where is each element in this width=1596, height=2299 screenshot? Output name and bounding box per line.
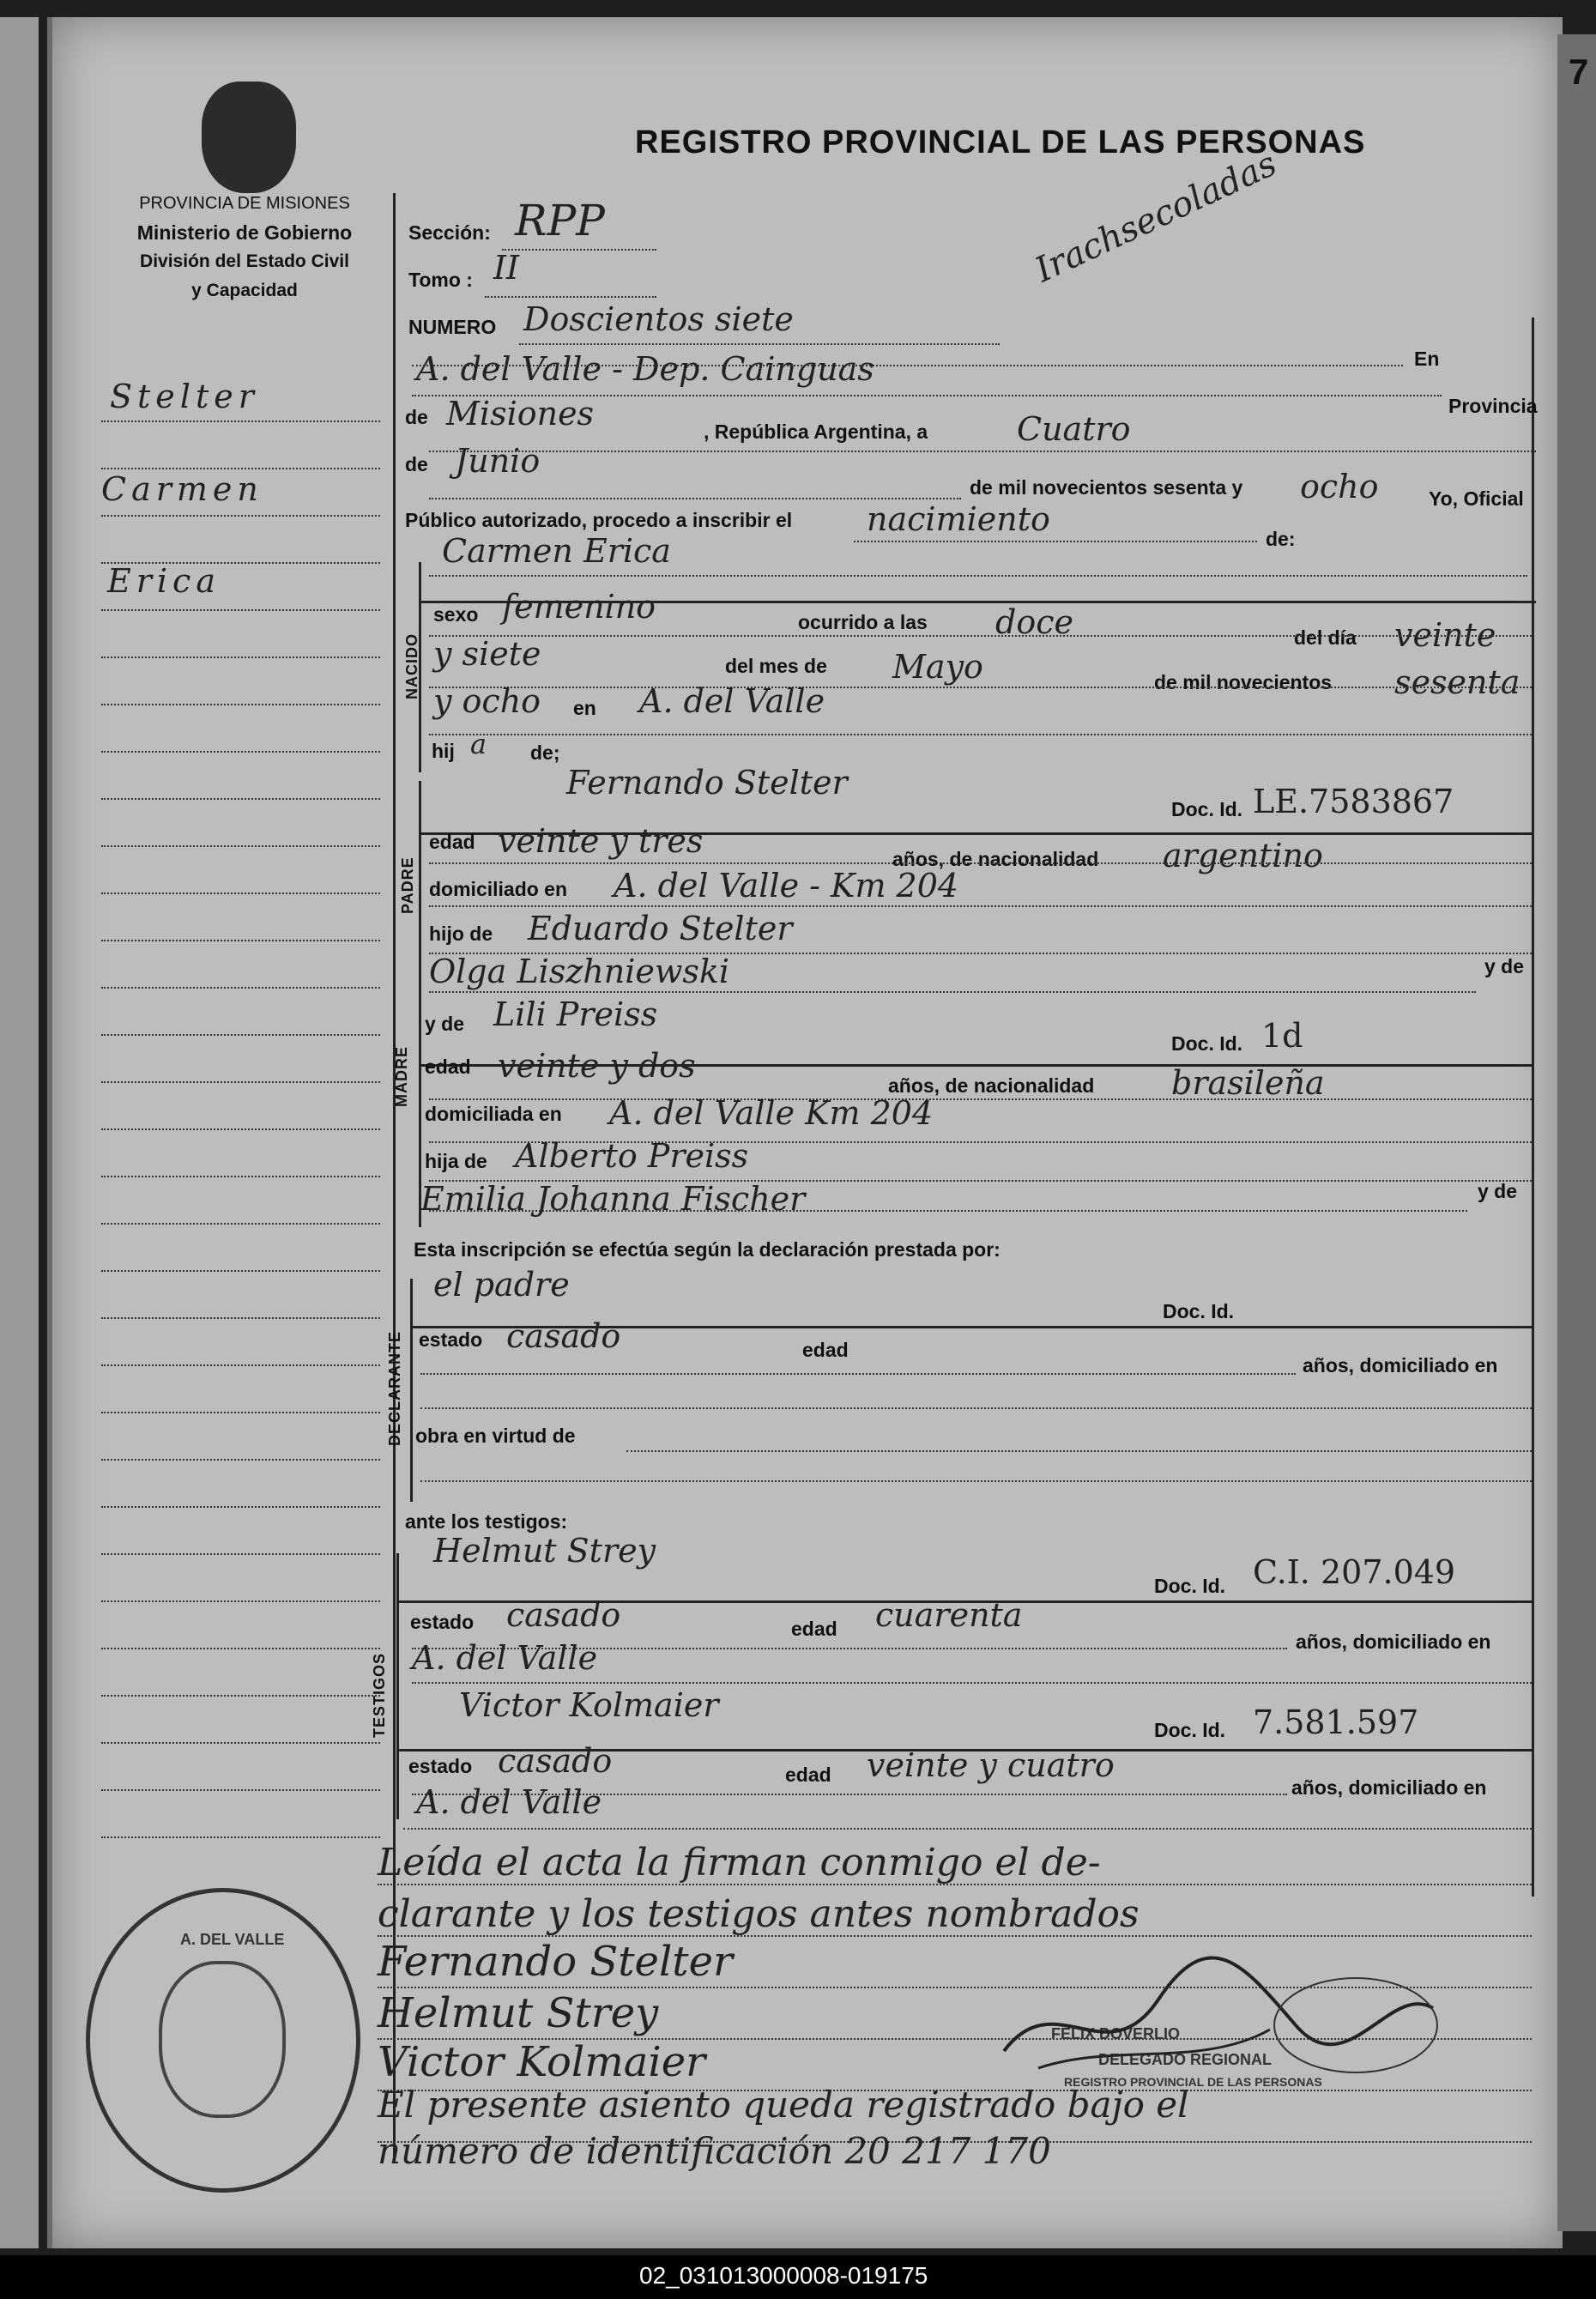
padre-nac-label: años, de nacionalidad (892, 848, 1099, 870)
madre-dom-value: A. del Valle Km 204 (609, 1094, 934, 1132)
testigo2-doc-label: Doc. Id. (1154, 1719, 1226, 1741)
closing-line-2: clarante y los testigos antes nombrados (378, 1892, 1140, 1936)
signature-testigo-1: Helmut Strey (378, 1989, 659, 2037)
hora-value: doce (995, 603, 1073, 641)
side-line (101, 751, 380, 753)
declarante-estado-value: casado (506, 1317, 621, 1355)
declarante-value: el padre (433, 1266, 570, 1304)
line (626, 1450, 1532, 1452)
section-bracket (396, 1553, 399, 1819)
side-line (101, 1695, 380, 1697)
madre-hija-de-label: hija de (425, 1150, 487, 1172)
testigo1-doc-value: C.I. 207.049 (1253, 1553, 1456, 1591)
de-semicolon-label: de; (530, 741, 560, 764)
padre-y-de-label: y de (1484, 955, 1525, 977)
line (429, 575, 1527, 577)
testigo1-value: Helmut Strey (433, 1532, 656, 1570)
mes-nac-value: Mayo (892, 648, 983, 686)
seal-emblem-icon (159, 1961, 286, 2118)
madre-edad-value: veinte y dos (498, 1047, 696, 1085)
madre-hija-de-value-2: Emilia Johanna Fischer (420, 1180, 806, 1218)
side-line (101, 1600, 380, 1602)
side-line (101, 1128, 380, 1130)
official-signature-icon (987, 1948, 1450, 2085)
hij-value: a (470, 728, 487, 760)
testigos-section-label: TESTIGOS (371, 1652, 388, 1738)
left-page-edge (0, 17, 39, 2248)
acto-value: nacimiento (867, 500, 1050, 538)
footer-bar (0, 2255, 1596, 2299)
line (429, 498, 961, 499)
seal-text: A. DEL VALLE (180, 1931, 285, 1948)
ocurrido-label: ocurrido a las (798, 611, 928, 633)
dia-nac-value-2: y siete (433, 635, 541, 673)
side-line (101, 987, 380, 989)
closing-line-1: Leída el acta la firman conmigo el de- (378, 1841, 1101, 1885)
padre-hijo-de-value-1: Eduardo Stelter (528, 910, 793, 947)
line (412, 1682, 1532, 1684)
declarante-section-label: DECLARANTE (386, 1331, 403, 1446)
closing-note-2: número de identificación 20 217 170 (378, 2130, 1051, 2172)
signature-declarante: Fernando Stelter (378, 1938, 733, 1986)
madre-nac-label: años, de nacionalidad (888, 1074, 1095, 1097)
issuing-authority (86, 189, 403, 306)
de-mil-label: de mil novecientos (1154, 671, 1333, 693)
official-title: DELEGADO REGIONAL (1098, 2051, 1273, 2068)
dia-nac-value: veinte (1394, 616, 1496, 654)
side-line (101, 1553, 380, 1555)
seccion-label: Sección: (408, 221, 491, 244)
side-line (101, 704, 380, 705)
en-label: En (1414, 348, 1440, 370)
side-line (101, 1317, 380, 1319)
padre-section-label: PADRE (399, 856, 416, 914)
madre-edad-label: edad (425, 1056, 471, 1078)
right-border (1532, 318, 1534, 1897)
side-line (101, 562, 380, 564)
testigo2-value: Victor Kolmaier (459, 1686, 719, 1724)
side-line (101, 1176, 380, 1177)
official-office: REGISTRO PROVINCIAL DE LAS PERSONAS (1064, 2075, 1322, 2089)
dia-value: Cuatro (1017, 410, 1131, 448)
section-bracket (419, 781, 421, 1021)
document-id: 02_031013000008-019175 (639, 2262, 928, 2289)
ante-testigos-label: ante los testigos: (405, 1510, 568, 1533)
anio-nac-value-2: y ocho (433, 682, 541, 720)
de-label: de (405, 406, 428, 428)
declarante-dom-label: años, domiciliado en (1303, 1354, 1498, 1376)
side-line (101, 892, 380, 894)
ministry-name: Ministerio de Gobierno (136, 221, 353, 244)
padre-doc-label: Doc. Id. (1171, 798, 1243, 820)
padre-doc-value: LE.7583867 (1253, 783, 1454, 820)
division-name: División del Estado Civil (140, 251, 349, 271)
del-dia-label: del día (1294, 626, 1357, 649)
line (429, 862, 1532, 864)
line (485, 296, 656, 298)
nacido-section-label: NACIDO (403, 633, 420, 699)
side-line (101, 656, 380, 658)
testigo2-dom-label: años, domiciliado en (1291, 1776, 1487, 1799)
side-line (101, 1742, 380, 1744)
side-line (101, 1223, 380, 1225)
line (403, 1828, 1532, 1830)
del-mes-label: del mes de (725, 655, 827, 677)
padre-hijo-de-value-2: Olga Liszhniewski (429, 953, 730, 990)
side-line (101, 1459, 380, 1461)
provincia-label: Provincia (1448, 395, 1538, 417)
madre-doc-label: Doc. Id. (1171, 1032, 1243, 1055)
tomo-label: Tomo : (408, 269, 473, 291)
obra-label: obra en virtud de (415, 1425, 576, 1447)
declaracion-label: Esta inscripción se efectúa según la declaración prestada por: (414, 1238, 1001, 1261)
side-line (101, 1364, 380, 1366)
declarante-doc-label: Doc. Id. (1163, 1300, 1235, 1322)
numero-value: Doscientos siete (523, 300, 794, 338)
tomo-value: II (493, 249, 520, 287)
testigo2-dom-value: A. del Valle (416, 1783, 602, 1821)
numero-label: NUMERO (408, 316, 497, 338)
line (420, 1373, 1296, 1375)
line (502, 249, 656, 251)
testigo2-doc-value: 7.581.597 (1253, 1703, 1419, 1741)
mil-novecientos-label: de mil novecientos sesenta y (970, 476, 1243, 499)
testigo1-edad-value: cuarenta (875, 1596, 1023, 1634)
provincial-crest-icon (202, 82, 296, 193)
side-surname: Stelter (110, 378, 259, 415)
testigo2-estado-value: casado (498, 1742, 613, 1780)
anio-value: ocho (1300, 468, 1379, 505)
side-line (101, 1034, 380, 1036)
madre-hija-de-value-1: Alberto Preiss (515, 1137, 749, 1175)
side-line (101, 940, 380, 941)
side-first-name: Carmen (101, 470, 263, 508)
right-page-edge (1557, 34, 1596, 2231)
signature-testigo-2: Victor Kolmaier (378, 2038, 706, 2086)
lugar-value: A. del Valle - Dep. Cainguas (416, 350, 874, 388)
sexo-value: femenino (502, 588, 656, 626)
sexo-label: sexo (433, 603, 479, 626)
margin-signature: Irachsecoladas (1029, 143, 1283, 291)
testigo2-edad-value: veinte y cuatro (867, 1746, 1115, 1784)
line (519, 343, 1000, 345)
side-line (101, 1648, 380, 1649)
testigo1-dom-label: años, domiciliado en (1296, 1630, 1491, 1653)
side-line (101, 1270, 380, 1272)
side-line (101, 1506, 380, 1508)
madre-y-de-label-2: y de (1478, 1180, 1518, 1202)
testigo1-dom-value: A. del Valle (412, 1639, 598, 1677)
en-label-2: en (573, 697, 596, 719)
padre-edad-value: veinte y tres (498, 822, 704, 860)
side-line (101, 420, 380, 422)
side-second-name: Erica (107, 562, 221, 600)
closing-note-1: El presente asiento queda registrado bajo el (378, 2084, 1189, 2126)
registry-seal-icon (86, 1888, 360, 2193)
side-line (101, 1789, 380, 1791)
line (429, 451, 1536, 452)
anio-nac-value: sesenta (1394, 663, 1520, 701)
document-title: REGISTRO PROVINCIAL DE LAS PERSONAS (635, 124, 1366, 160)
padre-hijo-de-label: hijo de (429, 923, 493, 945)
line (429, 991, 1476, 993)
testigo2-estado-label: estado (408, 1755, 473, 1777)
madre-nac-value: brasileña (1171, 1064, 1325, 1102)
line (429, 687, 1532, 688)
section-bracket (410, 1279, 413, 1502)
seccion-value: RPP (515, 196, 605, 245)
declarante-edad-label: edad (802, 1339, 849, 1361)
padre-edad-label: edad (429, 831, 475, 853)
side-line (101, 1836, 380, 1838)
line (854, 541, 1257, 542)
madre-doc-value: 1d (1261, 1017, 1303, 1055)
madre-y-de-label: y de (425, 1013, 465, 1035)
line (429, 905, 1532, 907)
line (429, 1098, 1532, 1100)
hij-label: hij (432, 740, 455, 762)
line (429, 635, 1532, 637)
nombre-value: Carmen Erica (442, 532, 671, 570)
capacity-name: y Capacidad (191, 281, 298, 300)
mes-value: Junio (455, 442, 541, 480)
line (420, 1480, 1532, 1482)
testigo2-edad-label: edad (785, 1764, 831, 1786)
provincia-value: Misiones (446, 395, 595, 433)
padre-value: Fernando Stelter (566, 764, 848, 802)
testigo1-estado-value: casado (506, 1596, 621, 1634)
declarante-estado-label: estado (419, 1328, 483, 1351)
line (412, 365, 1403, 366)
padre-nac-value: argentino (1163, 837, 1323, 874)
de-colon-label: de: (1266, 528, 1296, 550)
madre-dom-label: domiciliada en (425, 1103, 562, 1125)
line (420, 1407, 1532, 1409)
testigo1-edad-label: edad (791, 1618, 837, 1640)
line (429, 1210, 1467, 1212)
line (429, 734, 1532, 735)
yo-oficial-label: Yo, Oficial (1429, 487, 1524, 510)
side-line (101, 798, 380, 800)
side-line (101, 1081, 380, 1083)
madre-section-label: MADRE (393, 1046, 410, 1107)
de-label-2: de (405, 453, 428, 475)
testigo1-doc-label: Doc. Id. (1154, 1575, 1226, 1597)
testigo1-estado-label: estado (410, 1611, 475, 1633)
official-name: FELIX DOVERLIO (1051, 2025, 1181, 2042)
publico-label: Público autorizado, procedo a inscribir el (405, 509, 793, 531)
madre-value: Lili Preiss (493, 995, 658, 1033)
side-line (101, 468, 380, 469)
side-line (101, 515, 380, 517)
padre-dom-value: A. del Valle - Km 204 (614, 867, 959, 904)
lugar-nac-value: A. del Valle (639, 682, 825, 720)
side-line (101, 609, 380, 611)
padre-dom-label: domiciliado en (429, 878, 568, 900)
side-line (101, 1412, 380, 1413)
side-line (101, 845, 380, 847)
page-number: 7 (1569, 51, 1589, 92)
province-name: PROVINCIA DE MISIONES (139, 194, 350, 213)
republica-label: , República Argentina, a (704, 420, 928, 443)
